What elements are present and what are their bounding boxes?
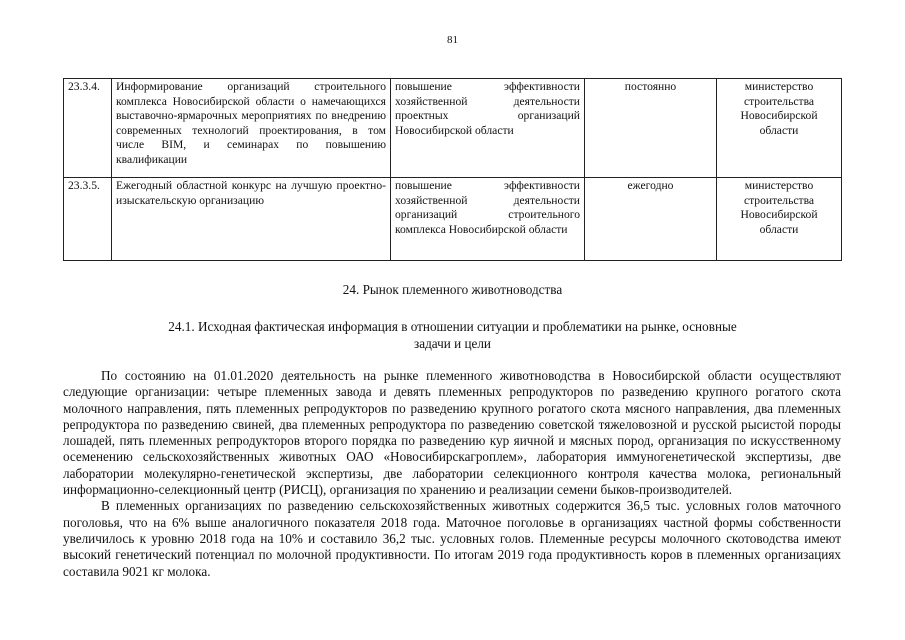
table-row xyxy=(64,178,842,261)
row-number-cell: 23.3.4. xyxy=(64,79,112,178)
page-number: 81 xyxy=(447,34,458,46)
body-text xyxy=(63,368,841,580)
result-cell: повышение эффективности хозяйственной деятельности организаций строительного комплекса Новосибирской области xyxy=(391,178,585,261)
paragraph: В племенных организациях по разведению сельскохозяйственных животных содержится 36,5 тыс. условных голов маточного поголовья, что на 6% выше аналогичного показателя 2018 года. Маточное поголовье в организациях частной формы собственности увеличилось к уровню 2018 года на 10% и составило 36,2 тыс. условных голов. Племенные ресурсы молочного скотоводства имеют высокий генетический потенциал по молочной продуктивности. По итогам 2019 года продуктивность коров в племенных организациях составила 9021 кг молока. xyxy=(63,498,841,579)
activity-cell: Ежегодный областной конкурс на лучшую проектно-изыскательскую организацию xyxy=(112,178,391,261)
term-cell: постоянно xyxy=(585,79,717,178)
term-cell: ежегодно xyxy=(585,178,717,261)
subsection-title: 24.1. Исходная фактическая информация в отношении ситуации и проблематики на рынке, основные задачи и цели xyxy=(168,319,737,351)
activity-cell: Информирование организаций строительного комплекса Новосибирской области о намечающихся выставочно-ярмарочных мероприятиях по внедрению современных технологий проектирования, в том числе BIM, и семинарах по повышению квалификации xyxy=(112,79,391,178)
section-title: 24. Рынок племенного животноводства xyxy=(342,282,563,297)
paragraph: По состоянию на 01.01.2020 деятельность на рынке племенного животноводства в Новосибирской области осуществляют следующие организации: четыре племенных завода и девять племенных репродукторов по разведению крупного рогатого скота молочного направления, пять племенных репродукторов по разведению крупного рогатого скота мясного направления, два племенных репродуктора по разведению свиней, два племенных репродуктора по разведению советской тяжеловозной и русской рысистой породы лошадей, пять племенных репродукторов второго порядка по разведению кур яичной и мясных пород, организация по искусственному осеменению сельскохозяйственных животных ОАО «Новосибирскагроплем», лаборатория иммуногенетической экспертизы, две лаборатории молекулярно-генетической экспертизы, две лаборатории селекционного контроля качества молока, региональный информационно-селекционный центр (РИСЦ), организация по хранению и реализации семени быков-производителей. xyxy=(63,368,841,498)
measures-table xyxy=(63,78,842,261)
result-cell: повышение эффективности хозяйственной деятельности проектных организаций Новосибирской области xyxy=(391,79,585,178)
responsible-cell: министерство строительства Новосибирской области xyxy=(717,178,842,261)
table-row xyxy=(64,79,842,178)
responsible-cell: министерство строительства Новосибирской области xyxy=(717,79,842,178)
row-number-cell: 23.3.5. xyxy=(64,178,112,261)
